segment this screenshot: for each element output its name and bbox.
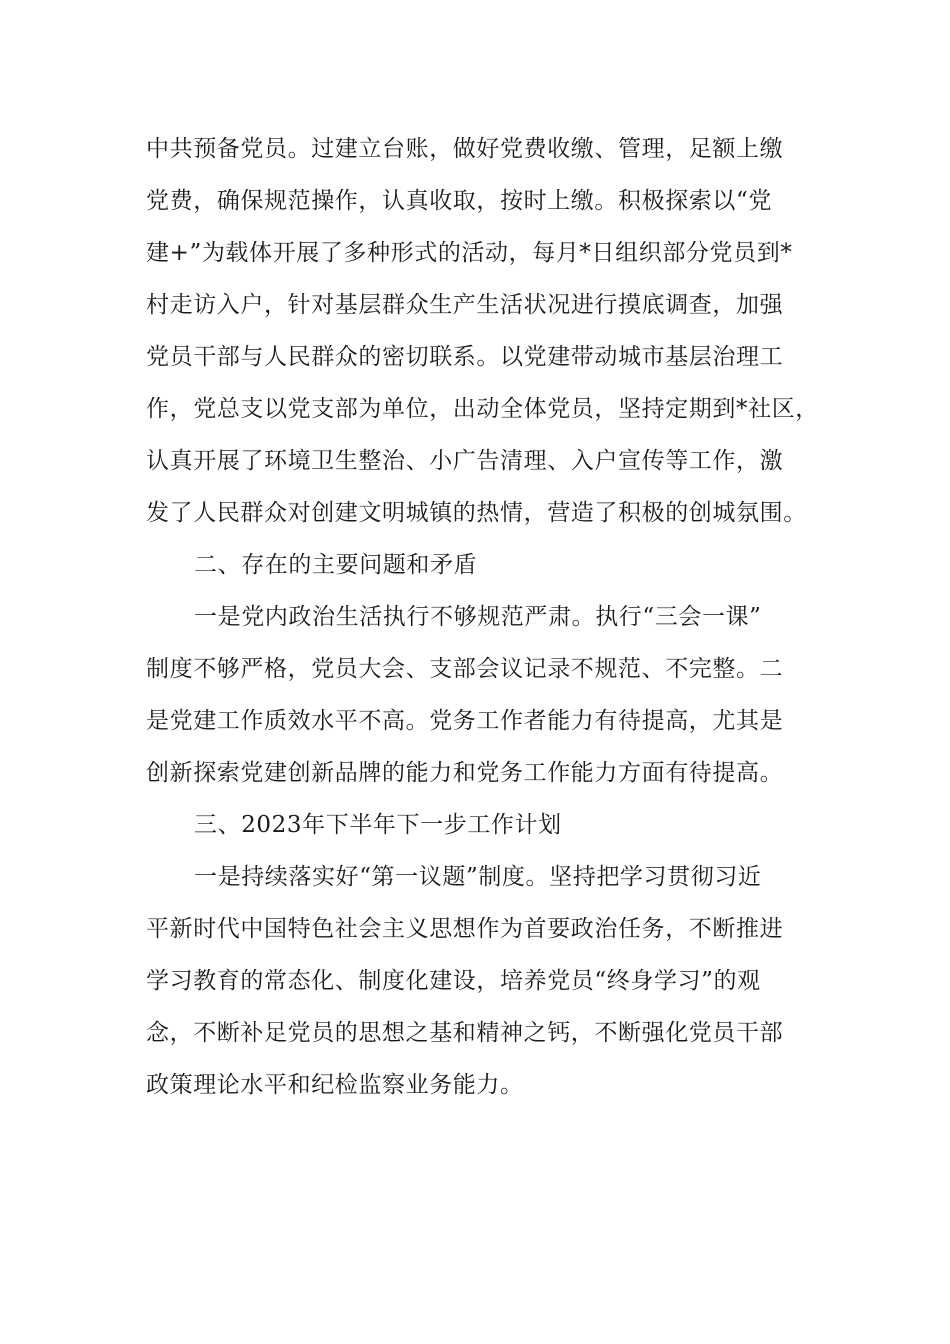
paragraph-line: 是党建工作质效水平不高。党务工作者能力有待提高，尤其是 xyxy=(146,708,784,734)
section-heading: 三、2023年下半年下一步工作计划 xyxy=(194,812,562,838)
section-heading: 二、存在的主要问题和矛盾 xyxy=(194,552,478,578)
paragraph-line: 发了人民群众对创建文明城镇的热情，营造了积极的创城氛围。 xyxy=(146,500,807,526)
paragraph-line: 制度不够严格，党员大会、支部会议记录不规范、不完整。二 xyxy=(146,656,784,682)
paragraph-line: 政策理论水平和纪检监察业务能力。 xyxy=(146,1072,524,1098)
paragraph-line: 建+”为载体开展了多种形式的活动，每月*日组织部分党员到* xyxy=(146,240,793,266)
paragraph-line: 村走访入户，针对基层群众生产生活状况进行摸底调查，加强 xyxy=(146,292,784,318)
paragraph-line: 中共预备党员。过建立台账，做好党费收缴、管理，足额上缴 xyxy=(146,136,784,162)
paragraph-line: 一是持续落实好“第一议题”制度。坚持把学习贯彻习近 xyxy=(194,864,762,890)
paragraph-line: 学习教育的常态化、制度化建设，培养党员“终身学习”的观 xyxy=(146,968,761,994)
paragraph-line: 念，不断补足党员的思想之基和精神之钙，不断强化党员干部 xyxy=(146,1020,784,1046)
paragraph-line: 党费，确保规范操作，认真收取，按时上缴。积极探索以“党 xyxy=(146,188,772,214)
paragraph-line: 平新时代中国特色社会主义思想作为首要政治任务，不断推进 xyxy=(146,916,784,942)
paragraph-line: 创新探索党建创新品牌的能力和党务工作能力方面有待提高。 xyxy=(146,760,784,786)
paragraph-line: 认真开展了环境卫生整治、小广告清理、入户宣传等工作，激 xyxy=(146,448,784,474)
paragraph-line: 党员干部与人民群众的密切联系。以党建带动城市基层治理工 xyxy=(146,344,784,370)
paragraph-line: 一是党内政治生活执行不够规范严肃。执行“三会一课” xyxy=(194,604,762,630)
paragraph-line: 作，党总支以党支部为单位，出动全体党员，坚持定期到*社区， xyxy=(146,396,819,422)
